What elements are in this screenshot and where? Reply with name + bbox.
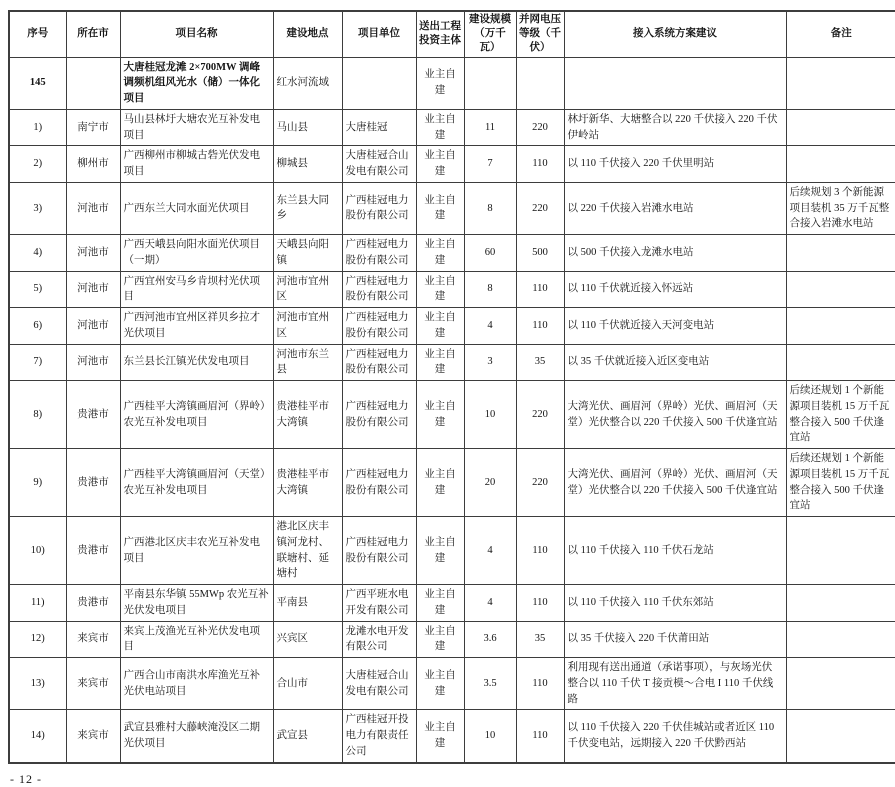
cell-index: 14)	[9, 710, 66, 763]
cell-grid-plan: 以 110 千伏就近接入天河变电站	[564, 308, 786, 345]
cell-index: 6)	[9, 308, 66, 345]
cell-project-name: 广西河池市宜州区祥贝乡拉才光伏项目	[120, 308, 273, 345]
column-header-location: 建设地点	[273, 11, 342, 57]
cell-city: 贵港市	[66, 381, 120, 449]
cell-investor: 业主自建	[416, 517, 464, 585]
cell-remarks	[786, 344, 895, 381]
cell-grid-plan: 以 110 千伏接入 110 千伏东郊站	[564, 585, 786, 622]
table-body	[9, 57, 895, 763]
cell-project-name: 平南县东华镇 55MWp 农光互补光伏发电项目	[120, 585, 273, 622]
cell-voltage: 110	[516, 710, 564, 763]
cell-location: 贵港桂平市大湾镇	[273, 449, 342, 517]
cell-capacity: 20	[464, 449, 516, 517]
cell-remarks	[786, 235, 895, 272]
cell-investor: 业主自建	[416, 271, 464, 308]
cell-city: 河池市	[66, 271, 120, 308]
header-row	[9, 11, 895, 57]
cell-project-name: 广西桂平大湾镇画眉河（天堂）农光互补发电项目	[120, 449, 273, 517]
cell-project-unit: 大唐桂冠	[342, 109, 416, 146]
cell-location: 河池市东兰县	[273, 344, 342, 381]
cell-grid-plan: 林圩新华、大塘整合以 220 千伏接入 220 千伏伊岭站	[564, 109, 786, 146]
cell-index: 145	[9, 57, 66, 109]
cell-remarks	[786, 271, 895, 308]
cell-location: 港北区庆丰镇河龙村、联塘村、延塘村	[273, 517, 342, 585]
cell-location: 天峨县向阳镇	[273, 235, 342, 272]
cell-index: 10)	[9, 517, 66, 585]
cell-location: 东兰县大同乡	[273, 182, 342, 234]
cell-index: 5)	[9, 271, 66, 308]
cell-voltage: 220	[516, 109, 564, 146]
cell-index: 3)	[9, 182, 66, 234]
column-header-index: 序号	[9, 11, 66, 57]
cell-remarks	[786, 658, 895, 710]
cell-capacity: 3	[464, 344, 516, 381]
cell-location: 贵港桂平市大湾镇	[273, 381, 342, 449]
cell-voltage: 110	[516, 146, 564, 183]
table-row	[9, 235, 895, 272]
column-header-investor: 送出工程投资主体	[416, 11, 464, 57]
cell-capacity: 3.6	[464, 621, 516, 658]
cell-voltage: 110	[516, 271, 564, 308]
cell-city: 贵港市	[66, 585, 120, 622]
cell-location: 平南县	[273, 585, 342, 622]
cell-location: 河池市宜州区	[273, 271, 342, 308]
cell-grid-plan: 以 220 千伏接入岩滩水电站	[564, 182, 786, 234]
cell-remarks	[786, 585, 895, 622]
cell-grid-plan: 以 110 千伏接入 220 千伏佳城站或者近区 110 千伏变电站，远期接入 220 千伏黔西站	[564, 710, 786, 763]
cell-voltage: 110	[516, 585, 564, 622]
cell-remarks: 后续还规划 1 个新能源项目装机 15 万千瓦整合接入 500 千伏逢宜站	[786, 449, 895, 517]
cell-project-unit: 广西平班水电开发有限公司	[342, 585, 416, 622]
cell-project-unit: 大唐桂冠合山发电有限公司	[342, 146, 416, 183]
cell-city: 来宾市	[66, 710, 120, 763]
cell-investor: 业主自建	[416, 57, 464, 109]
table-row	[9, 182, 895, 234]
cell-city: 来宾市	[66, 621, 120, 658]
cell-project-unit: 广西桂冠电力股份有限公司	[342, 381, 416, 449]
cell-investor: 业主自建	[416, 182, 464, 234]
cell-city: 南宁市	[66, 109, 120, 146]
cell-remarks	[786, 308, 895, 345]
cell-capacity: 3.5	[464, 658, 516, 710]
cell-project-unit: 广西桂冠开投电力有限责任公司	[342, 710, 416, 763]
cell-capacity: 4	[464, 585, 516, 622]
cell-index: 11)	[9, 585, 66, 622]
cell-investor: 业主自建	[416, 585, 464, 622]
cell-city: 贵港市	[66, 449, 120, 517]
cell-index: 9)	[9, 449, 66, 517]
cell-project-name: 武宣县雅村大藤峡淹没区二期光伏项目	[120, 710, 273, 763]
cell-project-name: 大唐桂冠龙滩 2×700MW 调峰调频机组风光水（储）一体化项目	[120, 57, 273, 109]
cell-capacity: 11	[464, 109, 516, 146]
cell-project-name: 广西合山市南洪水库渔光互补光伏电站项目	[120, 658, 273, 710]
cell-project-unit: 广西桂冠电力股份有限公司	[342, 449, 416, 517]
cell-remarks	[786, 710, 895, 763]
table-row	[9, 308, 895, 345]
cell-index: 1)	[9, 109, 66, 146]
cell-city: 河池市	[66, 344, 120, 381]
table-row	[9, 585, 895, 622]
cell-voltage: 110	[516, 308, 564, 345]
cell-capacity: 10	[464, 710, 516, 763]
cell-project-name: 广西桂平大湾镇画眉河（界岭）农光互补发电项目	[120, 381, 273, 449]
column-header-grid-plan: 接入系统方案建议	[564, 11, 786, 57]
cell-grid-plan	[564, 57, 786, 109]
cell-voltage: 110	[516, 658, 564, 710]
table-row	[9, 517, 895, 585]
column-header-city: 所在市	[66, 11, 120, 57]
cell-investor: 业主自建	[416, 621, 464, 658]
cell-capacity: 4	[464, 308, 516, 345]
table-row	[9, 658, 895, 710]
cell-index: 8)	[9, 381, 66, 449]
cell-grid-plan: 大湾光伏、画眉河（界岭）光伏、画眉河（天堂）光伏整合以 220 千伏接入 500 千伏逢宜站	[564, 449, 786, 517]
cell-investor: 业主自建	[416, 344, 464, 381]
table-row	[9, 621, 895, 658]
table-row	[9, 710, 895, 763]
cell-capacity	[464, 57, 516, 109]
cell-grid-plan: 以 110 千伏接入 110 千伏石龙站	[564, 517, 786, 585]
cell-remarks	[786, 109, 895, 146]
cell-location: 兴宾区	[273, 621, 342, 658]
column-header-voltage: 并网电压等级（千伏）	[516, 11, 564, 57]
cell-project-unit	[342, 57, 416, 109]
cell-project-unit: 广西桂冠电力股份有限公司	[342, 308, 416, 345]
cell-city: 河池市	[66, 235, 120, 272]
cell-project-unit: 广西桂冠电力股份有限公司	[342, 517, 416, 585]
cell-voltage: 110	[516, 517, 564, 585]
cell-investor: 业主自建	[416, 658, 464, 710]
cell-investor: 业主自建	[416, 710, 464, 763]
table-row	[9, 271, 895, 308]
cell-voltage: 220	[516, 381, 564, 449]
cell-remarks	[786, 146, 895, 183]
cell-capacity: 7	[464, 146, 516, 183]
cell-grid-plan: 以 35 千伏就近接入近区变电站	[564, 344, 786, 381]
cell-city	[66, 57, 120, 109]
cell-index: 13)	[9, 658, 66, 710]
cell-project-unit: 广西桂冠电力股份有限公司	[342, 344, 416, 381]
cell-location: 河池市宜州区	[273, 308, 342, 345]
cell-project-name: 广西天峨县向阳水面光伏项目（一期）	[120, 235, 273, 272]
cell-investor: 业主自建	[416, 308, 464, 345]
projects-table	[8, 10, 895, 764]
cell-project-name: 广西东兰大同水面光伏项目	[120, 182, 273, 234]
cell-location: 柳城县	[273, 146, 342, 183]
cell-city: 贵港市	[66, 517, 120, 585]
column-header-capacity: 建设规模（万千瓦）	[464, 11, 516, 57]
cell-location: 红水河流域	[273, 57, 342, 109]
cell-investor: 业主自建	[416, 381, 464, 449]
page-number: - 12 -	[10, 771, 42, 786]
cell-remarks: 后续规划 3 个新能源项目装机 35 万千瓦整合接入岩滩水电站	[786, 182, 895, 234]
cell-location: 马山县	[273, 109, 342, 146]
cell-index: 12)	[9, 621, 66, 658]
cell-grid-plan: 以 110 千伏接入 220 千伏里明站	[564, 146, 786, 183]
cell-index: 4)	[9, 235, 66, 272]
table-row	[9, 146, 895, 183]
column-header-project-name: 项目名称	[120, 11, 273, 57]
cell-city: 来宾市	[66, 658, 120, 710]
cell-project-name: 广西宜州安马乡肯坝村光伏项目	[120, 271, 273, 308]
cell-investor: 业主自建	[416, 449, 464, 517]
cell-project-unit: 龙滩水电开发有限公司	[342, 621, 416, 658]
cell-voltage: 500	[516, 235, 564, 272]
cell-grid-plan: 以 35 千伏接入 220 千伏莆田站	[564, 621, 786, 658]
cell-capacity: 60	[464, 235, 516, 272]
cell-project-unit: 大唐桂冠合山发电有限公司	[342, 658, 416, 710]
cell-capacity: 4	[464, 517, 516, 585]
cell-project-unit: 广西桂冠电力股份有限公司	[342, 271, 416, 308]
cell-index: 7)	[9, 344, 66, 381]
cell-investor: 业主自建	[416, 109, 464, 146]
table-row	[9, 449, 895, 517]
cell-city: 河池市	[66, 308, 120, 345]
cell-project-name: 东兰县长江镇光伏发电项目	[120, 344, 273, 381]
cell-remarks	[786, 57, 895, 109]
table-row	[9, 109, 895, 146]
cell-city: 柳州市	[66, 146, 120, 183]
cell-project-name: 广西柳州市柳城古砦光伏发电项目	[120, 146, 273, 183]
cell-project-name: 来宾上茂渔光互补光伏发电项目	[120, 621, 273, 658]
cell-remarks	[786, 621, 895, 658]
cell-project-unit: 广西桂冠电力股份有限公司	[342, 182, 416, 234]
cell-voltage: 35	[516, 344, 564, 381]
cell-voltage: 220	[516, 449, 564, 517]
cell-investor: 业主自建	[416, 235, 464, 272]
cell-remarks	[786, 517, 895, 585]
cell-capacity: 10	[464, 381, 516, 449]
cell-grid-plan: 以 500 千伏接入龙滩水电站	[564, 235, 786, 272]
cell-city: 河池市	[66, 182, 120, 234]
cell-project-unit: 广西桂冠电力股份有限公司	[342, 235, 416, 272]
column-header-remarks: 备注	[786, 11, 895, 57]
cell-voltage: 220	[516, 182, 564, 234]
cell-grid-plan: 大湾光伏、画眉河（界岭）光伏、画眉河（天堂）光伏整合以 220 千伏接入 500 千伏逢宜站	[564, 381, 786, 449]
cell-voltage	[516, 57, 564, 109]
cell-voltage: 35	[516, 621, 564, 658]
cell-capacity: 8	[464, 182, 516, 234]
cell-grid-plan: 以 110 千伏就近接入怀远站	[564, 271, 786, 308]
column-header-project-unit: 项目单位	[342, 11, 416, 57]
cell-project-name: 马山县林圩大塘农光互补发电项目	[120, 109, 273, 146]
cell-remarks: 后续还规划 1 个新能源项目装机 15 万千瓦整合接入 500 千伏逢宜站	[786, 381, 895, 449]
cell-project-name: 广西港北区庆丰农光互补发电项目	[120, 517, 273, 585]
cell-location: 武宣县	[273, 710, 342, 763]
cell-grid-plan: 利用现有送出通道（承诺事项），与灰场光伏整合以 110 千伏 T 接贡模～合电 I 110 千伏线路	[564, 658, 786, 710]
cell-capacity: 8	[464, 271, 516, 308]
table-row	[9, 57, 895, 109]
cell-location: 合山市	[273, 658, 342, 710]
cell-index: 2)	[9, 146, 66, 183]
cell-investor: 业主自建	[416, 146, 464, 183]
table-row	[9, 381, 895, 449]
table-row	[9, 344, 895, 381]
